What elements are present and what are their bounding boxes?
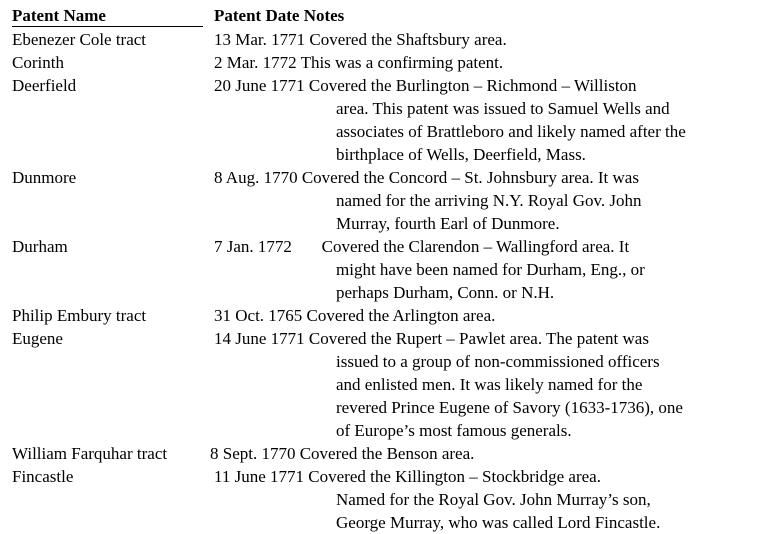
- patent-notes: [214, 327, 741, 442]
- patent-date-note-line: 2 Mar. 1772 This was a confirming patent.: [214, 53, 504, 72]
- patent-notes: [214, 74, 741, 166]
- patent-date-note-line: 31 Oct. 1765 Covered the Arlington area.: [214, 306, 496, 325]
- patent-notes: [214, 51, 741, 74]
- patent-date-note-line: 8 Aug. 1770 Covered the Concord – St. Johnsbury area. It was: [214, 168, 639, 187]
- patent-note-continuation: of Europe’s most famous generals.: [336, 421, 572, 440]
- patent-note-continuation: issued to a group of non-commissioned officers: [336, 352, 660, 371]
- patent-notes: [214, 304, 741, 327]
- patent-date-note-line: 7 Jan. 1772 Covered the Clarendon – Wallingford area. It: [214, 237, 630, 256]
- patent-note-continuation: might have been named for Durham, Eng., or: [336, 260, 645, 279]
- patent-note-continuation: and enlisted men. It was likely named for the: [336, 375, 643, 394]
- patent-name: Durham: [12, 237, 68, 256]
- patent-name: William Farquhar tract: [12, 444, 168, 463]
- patent-note-continuation: Named for the Royal Gov. John Murray’s son,: [336, 490, 651, 509]
- patent-name: Ebenezer Cole tract: [12, 30, 147, 49]
- patent-date-note-line: 14 June 1771 Covered the Rupert – Pawlet area. The patent was: [214, 329, 649, 348]
- patent-name: Eugene: [12, 329, 63, 348]
- patent-notes: [214, 28, 741, 51]
- patent-note-continuation: birthplace of Wells, Deerfield, Mass.: [336, 145, 586, 164]
- patent-notes: [214, 465, 741, 534]
- patent-date-note-line: 8 Sept. 1770 Covered the Benson area.: [210, 444, 475, 463]
- patent-note-continuation: area. This patent was issued to Samuel Wells and: [336, 99, 670, 118]
- patent-note-continuation: named for the arriving N.Y. Royal Gov. John: [336, 191, 642, 210]
- patent-name: Corinth: [12, 53, 64, 72]
- patent-note-continuation: Murray, fourth Earl of Dunmore.: [336, 214, 560, 233]
- patent-notes: [210, 442, 741, 465]
- patent-notes: [214, 166, 741, 235]
- column-header-patent-name: Patent Name: [12, 6, 106, 25]
- column-header-patent-date-notes: Patent Date Notes: [214, 6, 345, 25]
- patent-date-note-line: 20 June 1771 Covered the Burlington – Richmond – Williston: [214, 76, 637, 95]
- patent-date-note-line: 11 June 1771 Covered the Killington – Stockbridge area.: [214, 467, 601, 486]
- patent-note-continuation: revered Prince Eugene of Savory (1633-1736), one: [336, 398, 683, 417]
- patent-date-note-line: 13 Mar. 1771 Covered the Shaftsbury area.: [214, 30, 507, 49]
- patent-name: Dunmore: [12, 168, 77, 187]
- patent-notes: [214, 235, 741, 304]
- patent-name: Deerfield: [12, 76, 77, 95]
- patent-note-continuation: associates of Brattleboro and likely named after the: [336, 122, 686, 141]
- patent-note-continuation: George Murray, who was called Lord Fincastle.: [336, 513, 661, 532]
- patent-note-continuation: perhaps Durham, Conn. or N.H.: [336, 283, 555, 302]
- header-underline: [12, 26, 203, 27]
- patent-name: Fincastle: [12, 467, 74, 486]
- patent-name: Philip Embury tract: [12, 306, 147, 325]
